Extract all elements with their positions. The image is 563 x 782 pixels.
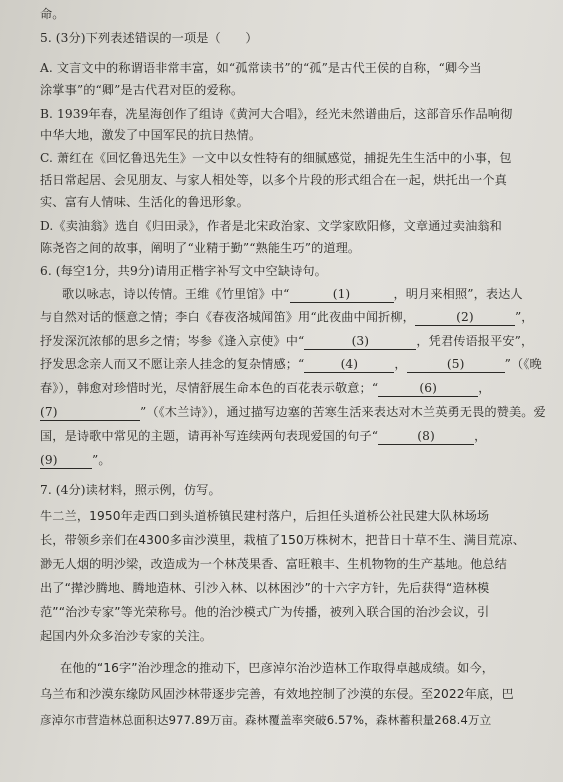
option-c: C. 萧红在《回忆鲁迅先生》一文中以女性特有的细腻感觉，捕捉先生生活中的小事，包 [40, 151, 512, 165]
q6-text: 抒发思念亲人而又不愿让亲人挂念的复杂情感；“ [40, 357, 305, 371]
q6-text: ，凭君传语报平安”， [416, 334, 534, 348]
blank-label: (5) [446, 357, 465, 371]
blank-7[interactable] [40, 404, 140, 421]
option-a-cont: 涂掌事”的“卿”是古代君对臣的爱称。 [40, 83, 244, 97]
q6-line [40, 356, 549, 373]
q6-line [40, 404, 549, 421]
blank-label: (2) [456, 310, 474, 324]
blank-4[interactable] [304, 356, 394, 373]
blank-6[interactable] [378, 380, 478, 397]
q6-text: 抒发深沉浓郁的思乡之情；岑参《逢入京使》中“ [40, 334, 305, 348]
blank-1[interactable] [290, 286, 394, 303]
q7-material: 长，带领乡亲们在4300多亩沙漠里，栽植了150万株树木，把昔日十草不生、满目荒凉、 [40, 533, 526, 547]
blank-3[interactable] [304, 333, 416, 350]
q6-text: 春》），韩愈对珍惜时光，尽情舒展生命本色的百花表示敬意；“ [40, 381, 379, 395]
q7-material: 牛二兰，1950年走西口到头道桥镇民建村落户，后担任头道桥公社民建大队林场场 [40, 509, 490, 523]
blank-label: (9) [40, 453, 58, 467]
blank-label: (7) [40, 405, 58, 419]
q6-line [62, 286, 549, 303]
q6-line [40, 309, 549, 326]
q6-text: 国，是诗歌中常见的主题，请再补写连续两句表现爱国的句子“ [40, 429, 379, 443]
q6-text: ， [474, 429, 487, 443]
blank-label: (4) [340, 357, 359, 371]
blank-label: (6) [419, 381, 437, 395]
q6-text: ”（《晚 [504, 357, 542, 371]
q6-text: ，明月来相照”，表达人 [393, 287, 523, 301]
q7-material: 范”“治沙专家”等光荣称号。他的治沙模式广为传播，被列入联合国的治沙会议，引 [40, 605, 490, 619]
text-line: 命。 [40, 7, 65, 21]
blank-5[interactable] [407, 356, 505, 373]
blank-label: (8) [417, 429, 435, 443]
option-b: B. 1939年春，冼星海创作了组诗《黄河大合唱》，经光未然谱曲后，这部音乐作品响彻 [40, 107, 513, 121]
question-5-stem: 5. (3分)下列表述错误的一项是（ ） [40, 31, 258, 45]
q6-text: ”。 [92, 453, 111, 467]
option-d-cont: 陈尧咨之间的故事，阐明了“业精于勤”“熟能生巧”的道理。 [40, 241, 361, 255]
q7-material: 乌兰布和沙漠东缘防风固沙林带逐步完善，有效地控制了沙漠的东侵。至2022年底，巴 [40, 687, 514, 701]
option-c-cont: 实、富有人情味、生活化的鲁迅形象。 [40, 195, 249, 209]
q7-material: 彦淖尔市营造林总面积达977.89万亩。森林覆盖率突破6.57%，森林蓄积量268.4万立 [40, 713, 492, 727]
blank-2[interactable] [415, 309, 515, 326]
blank-9[interactable] [40, 452, 92, 469]
option-d: D.《卖油翁》选自《归田录》，作者是北宋政治家、文学家欧阳修，文章通过卖油翁和 [40, 219, 502, 233]
q6-line [40, 380, 549, 397]
question-6-stem: 6. (每空1分，共9分)请用正楷字补写文中空缺诗句。 [40, 264, 327, 278]
blank-8[interactable] [378, 428, 474, 445]
blank-label: (3) [351, 334, 370, 348]
blank-label: (1) [332, 287, 351, 301]
q6-text: 歌以咏志，诗以传情。王维《竹里馆》中“ [62, 287, 290, 301]
option-c-cont: 括日常起居、会见朋友、与家人相处等，以多个片段的形式组合在一起，烘托出一个真 [40, 173, 507, 187]
option-a: A. 文言文中的称谓语非常丰富，如“孤常读书”的“孤”是古代王侯的自称，“卿今当 [40, 61, 482, 75]
q6-text: ， [394, 357, 407, 371]
q7-material: 渺无人烟的明沙梁，改造成为一个林茂果香、富旺粮丰、生机物物的生产基地。他总结 [40, 557, 507, 571]
q6-text: ”， [514, 310, 534, 324]
q6-line [40, 428, 549, 445]
q6-text: ”（《木兰诗》），通过描写边塞的苦寒生活来表达对木兰英勇无畏的赞美。爱 [140, 405, 546, 419]
question-7-stem: 7. (4分)读材料，照示例，仿写。 [40, 483, 221, 497]
q7-material: 起国内外众多治沙专家的关注。 [40, 629, 213, 643]
q6-text: 与自然对话的惬意之情；李白《春夜洛城闻笛》用“此夜曲中闻折柳， [40, 310, 415, 324]
q6-text: ， [478, 381, 491, 395]
q7-material: 在他的“16字”治沙理念的推动下，巴彦淖尔治沙造林工作取得卓越成绩。如今， [60, 661, 495, 675]
q6-line [40, 333, 549, 350]
q7-material: 出了“撵沙腾地、腾地造林、引沙入林、以林困沙”的十六字方针，先后获得“造林模 [40, 581, 490, 595]
option-b-cont: 中华大地，激发了中国军民的抗日热情。 [40, 128, 262, 142]
q6-line [40, 452, 549, 469]
